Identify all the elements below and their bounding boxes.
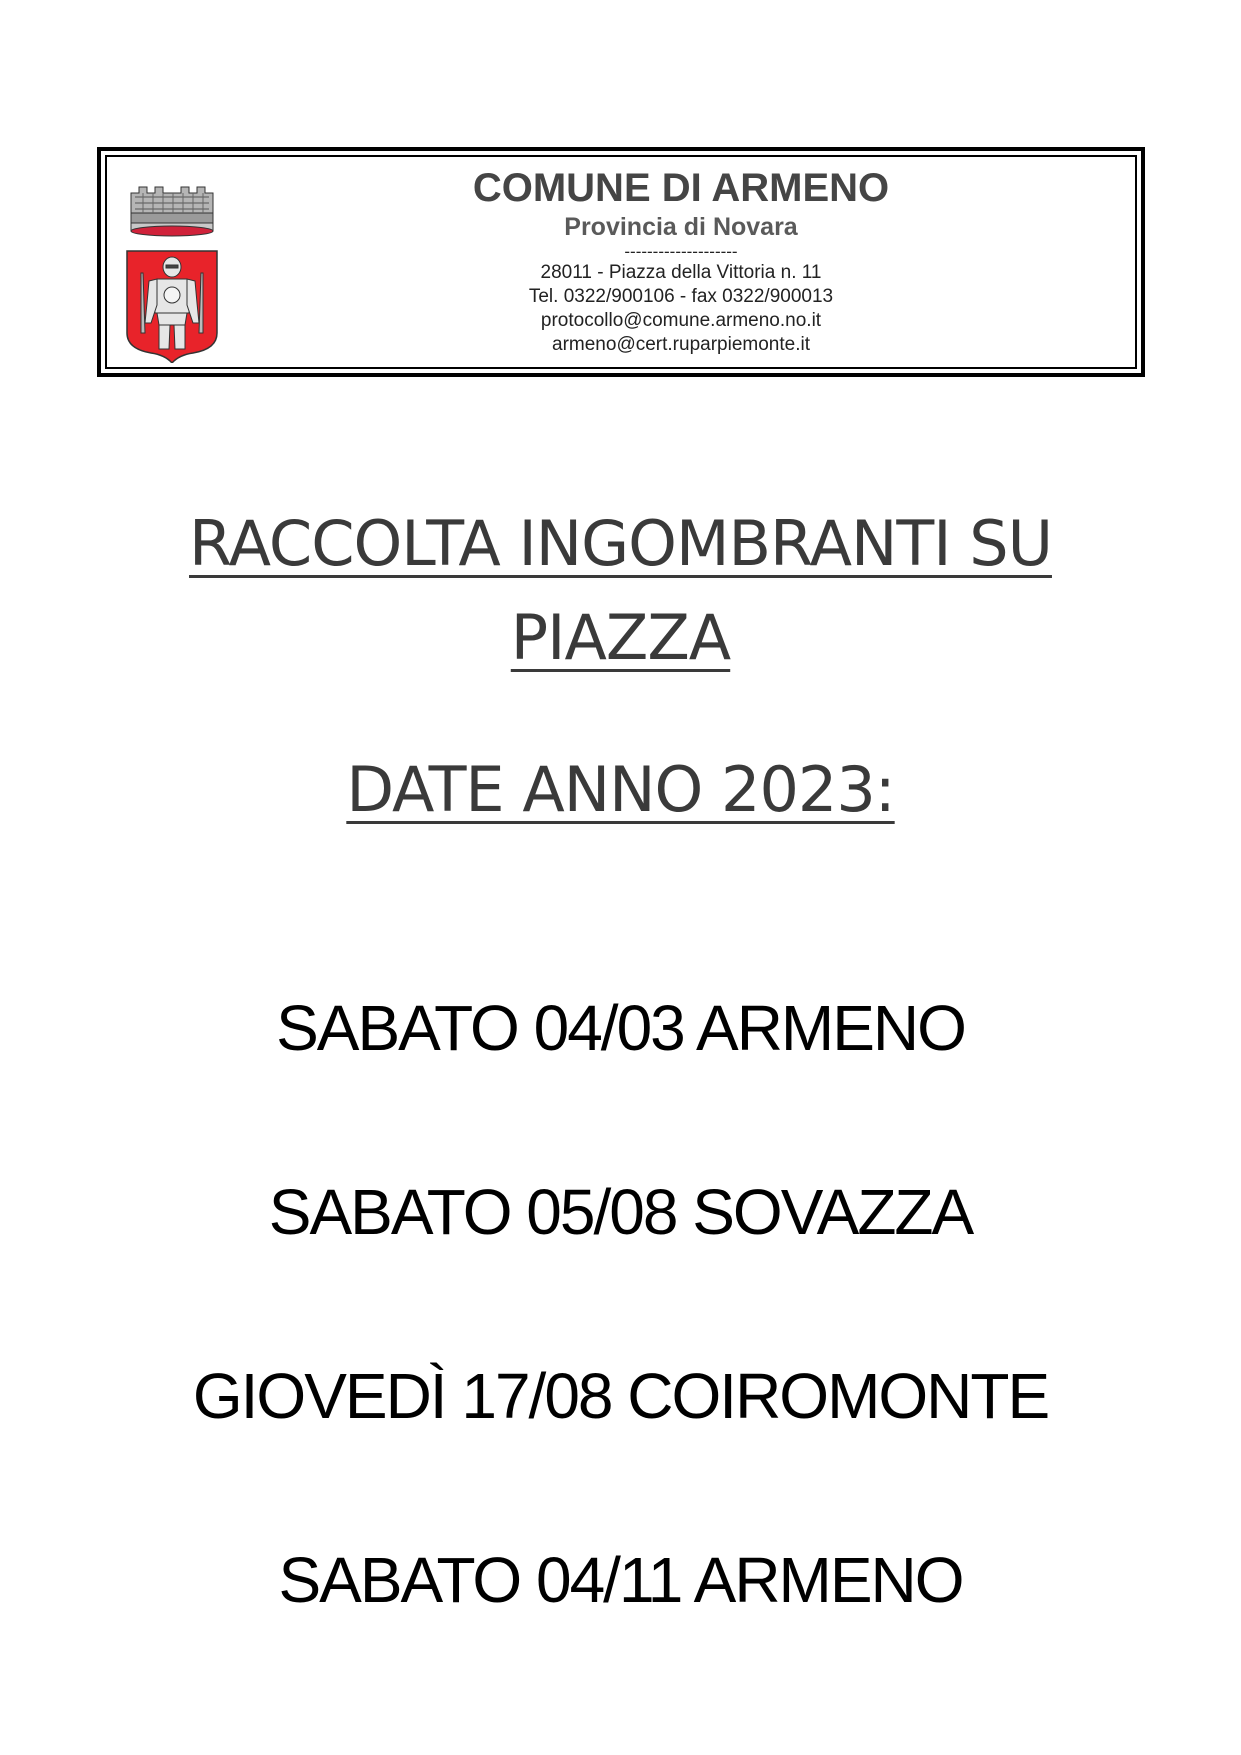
letterhead-text — [247, 165, 1115, 357]
date-item-4: SABATO 04/11 ARMENO — [278, 1544, 963, 1616]
phone-fax-line: Tel. 0322/900106 - fax 0322/900013 — [528, 286, 834, 307]
title-block — [0, 497, 1241, 685]
subtitle-year: DATE ANNO 2023: — [346, 753, 895, 826]
coat-of-arms-icon — [123, 173, 221, 363]
date-item-3: GIOVEDÌ 17/08 COIROMONTE — [192, 1360, 1049, 1432]
letterhead-box — [97, 147, 1145, 377]
date-item-1: SABATO 04/03 ARMENO — [276, 992, 965, 1064]
pec-email-link[interactable]: armeno@cert.ruparpiemonte.it — [552, 334, 810, 355]
email-link[interactable]: protocollo@comune.armeno.no.it — [540, 310, 822, 331]
subtitle-block — [0, 743, 1241, 837]
municipality-name: COMUNE DI ARMENO — [472, 166, 890, 210]
title-line-1: RACCOLTA INGOMBRANTI SU — [189, 507, 1052, 580]
title-line-2: PIAZZA — [510, 601, 731, 674]
crown-icon — [131, 187, 213, 236]
province-name: Provincia di Novara — [564, 213, 798, 241]
date-item-2: SABATO 05/08 SOVAZZA — [268, 1176, 973, 1248]
separator-dashes: -------------------- — [624, 242, 738, 261]
address-line: 28011 - Piazza della Vittoria n. 11 — [540, 262, 822, 283]
letterhead-inner-border — [105, 155, 1137, 369]
